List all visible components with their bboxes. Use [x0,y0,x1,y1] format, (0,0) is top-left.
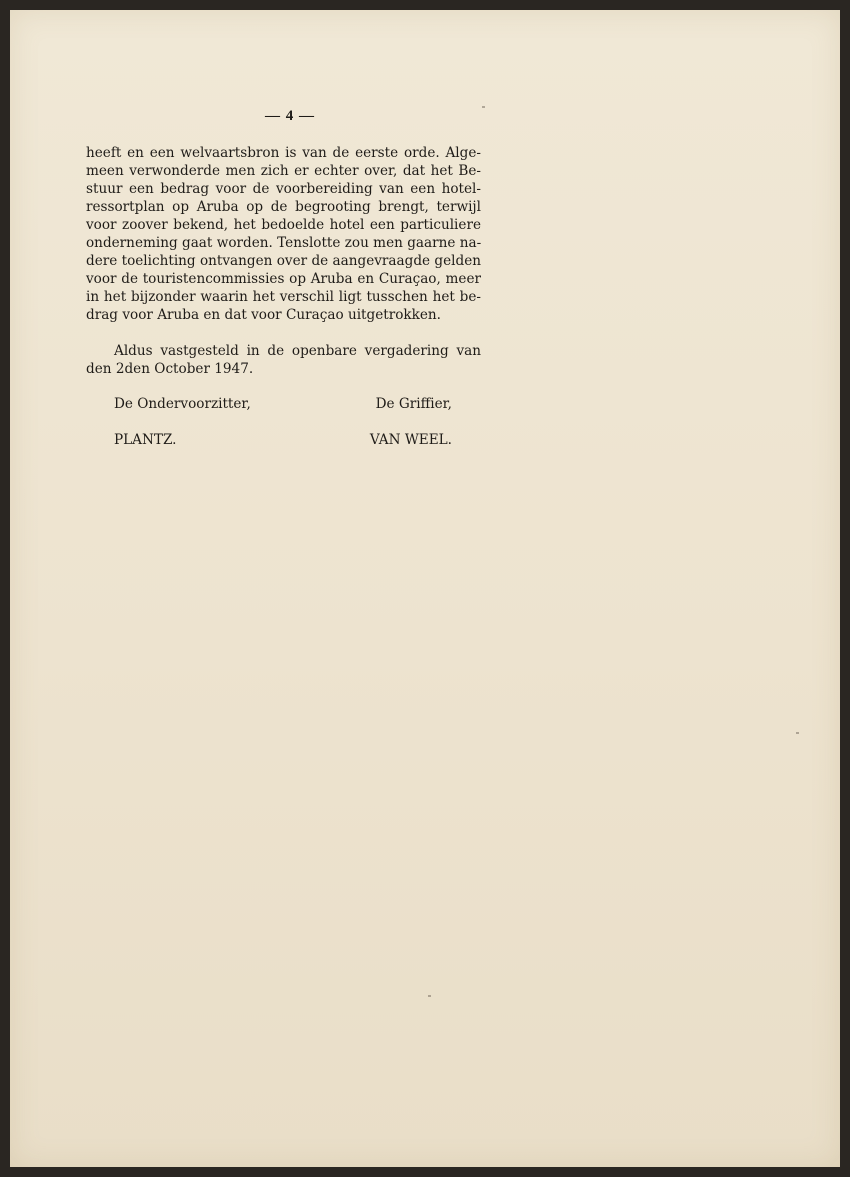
clerk-title: De Griffier, [375,396,452,412]
closing-line: Aldus vastgesteld in de openbare vergadering van [114,343,481,359]
paragraph-line: stuur een bedrag voor de voorbereiding van een hotel- [86,181,481,197]
paper-speck [796,732,799,734]
vice-chair-title: De Ondervoorzitter, [114,396,251,412]
paragraph-line: ressortplan op Aruba op de begrooting brengt, terwijl [86,199,481,215]
vice-chair-name: PLANTZ. [114,432,177,448]
signature-titles [114,395,452,413]
page-number: — 4 — [265,108,315,124]
paper-speck [428,995,431,997]
signature-names [114,431,452,449]
document-page [10,10,840,1167]
paragraph-line: voor de touristencommissies op Aruba en Curaçao, meer [86,271,481,287]
paragraph-line: voor zoover bekend, het bedoelde hotel een particuliere [86,217,481,233]
paragraph-line: meen verwonderde men zich er echter over, dat het Be- [86,163,481,179]
paragraph-line: drag voor Aruba en dat voor Curaçao uitgetrokken. [86,307,442,323]
paragraph-line: heeft en een welvaartsbron is van de eerste orde. Alge- [86,145,481,161]
paper-speck [482,106,485,108]
closing-statement [86,342,481,378]
signature-block [114,395,452,449]
clerk-name: VAN WEEL. [369,432,452,448]
paragraph-line: onderneming gaat worden. Tenslotte zou men gaarne na- [86,235,482,251]
paragraph-line: dere toelichting ontvangen over de aangevraagde gelden [86,253,481,269]
paragraph-line: in het bijzonder waarin het verschil ligt tusschen het be- [86,289,481,305]
closing-date: den 2den October 1947. [86,361,254,377]
body-paragraph [86,144,481,324]
